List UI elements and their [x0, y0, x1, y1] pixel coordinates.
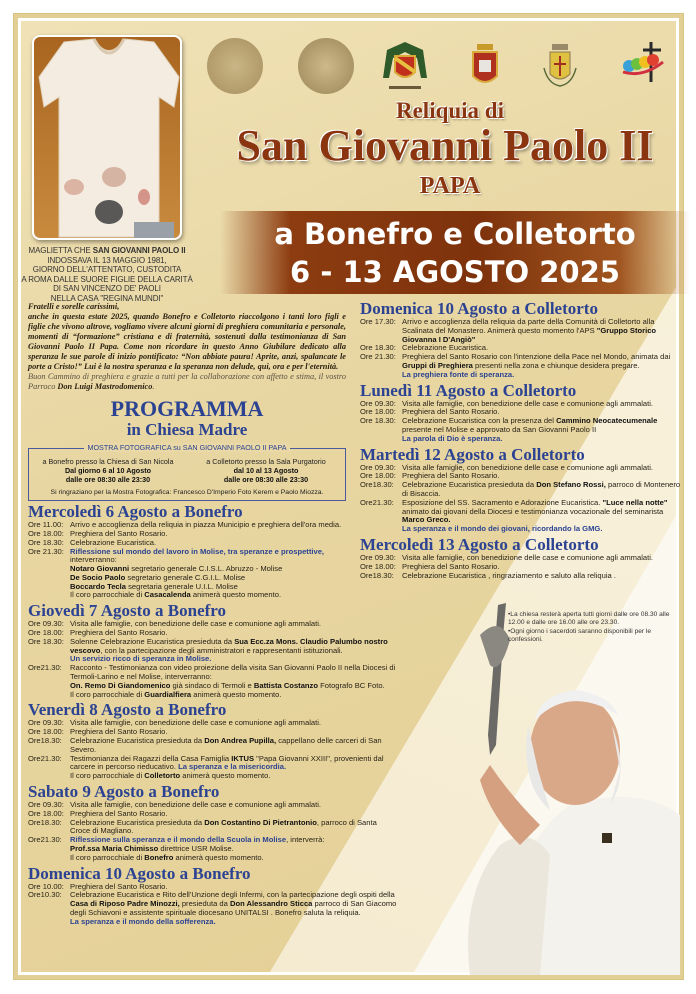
- schedule-text-part: Preghiera del Santo Rosario.: [70, 881, 168, 891]
- schedule-time: Ore 18.00:: [28, 628, 64, 638]
- theme-text: Riflessione sulla speranza e il mondo della Scuola in Molise: [70, 835, 287, 845]
- schedule-time: Ore 11.00:: [28, 520, 64, 530]
- highlight-name: Casacalenda: [144, 590, 191, 600]
- caption-line: INDOSSAVA IL 13 MAGGIO 1981,: [47, 255, 167, 265]
- schedule-text-part: Visita alle famiglie, con benedizione delle case e comunione agli ammalati.: [70, 718, 322, 728]
- schedule-text-part: animato dai giovani della Diocesi e testimonianza vocazionale del seminarista: [402, 506, 664, 516]
- schedule-text: [402, 353, 682, 379]
- day-heading: Domenica 10 Agosto a Bonefro: [28, 863, 251, 883]
- caption-line: A ROMA DALLE SUORE FIGLIE DELLA CARITÀ: [21, 274, 193, 284]
- day-heading: Mercoledì 6 Agosto a Bonefro: [28, 502, 243, 522]
- highlight-name: "Luce nella notte": [602, 497, 668, 507]
- highlight-name: Don Costantino Di Pietrantonio: [204, 817, 317, 827]
- schedule-text-part: "Papa Giovanni XXIII", provenienti dal carcere in percorso rieducativo.: [70, 753, 384, 772]
- signature-text: Buon Cammino di preghiera e grazie a tutti per la collaborazione con affetto e stima, il vostro Parroco: [28, 372, 346, 391]
- schedule-time: Ore21.30:: [28, 835, 62, 845]
- schedule-text-part: Celebrazione Eucaristica.: [70, 537, 157, 547]
- day-heading: Venerdì 8 Agosto a Bonefro: [28, 700, 227, 720]
- comune-bonefro-coat-of-arms: [457, 38, 513, 94]
- schedule-text-part: Celebrazione Eucaristica presieduta da: [402, 480, 537, 490]
- pope-photo: [440, 595, 690, 985]
- schedule-item: [360, 318, 682, 344]
- schedule-item: [360, 417, 682, 443]
- colletorto-schedule: [360, 300, 682, 582]
- schedule-time: Ore18.30:: [28, 817, 62, 827]
- day-section: [360, 382, 682, 444]
- opening-notes: [508, 611, 678, 645]
- schedule-text: [70, 664, 398, 699]
- highlight-name: "Gruppo Storico Giovanna I D'Angiò": [402, 325, 657, 344]
- schedule-text-part: Preghiera del Santo Rosario.: [402, 471, 500, 481]
- schedule-text-part: Preghiera del Santo Rosario con l'intenzione della Pace nel Mondo, animata dai: [402, 352, 671, 362]
- schedule-text-part: Arrivo e accoglienza della reliquia da parte della Comunità di Colletorto alla Scalinata del Monastero. Animerà questo momento l'APS: [402, 317, 655, 335]
- schedule-text: [402, 318, 682, 344]
- day-heading: Martedì 12 Agosto a Colletorto: [360, 444, 585, 464]
- schedule-time: Ore 18.00:: [360, 471, 396, 481]
- photo-caption: [7, 246, 207, 304]
- exhibition-line: dal 10 al 13 Agosto: [233, 466, 299, 476]
- schedule-time: Ore 21.30:: [360, 352, 396, 362]
- day-heading: Lunedì 11 Agosto a Colletorto: [360, 380, 577, 400]
- schedule-text-part: Visita alle famiglie, con benedizione delle case e comunione agli ammalati.: [70, 800, 322, 810]
- schedule-item: [28, 819, 398, 837]
- jubilee-logo: [615, 38, 671, 94]
- parrocchia-bonefro-seal: [207, 38, 263, 94]
- schedule-text-part: Racconto - Testimonianza con video proiezione della visita San Giovanni Paolo II nella Diocesi di Termoli-Larino e nel Molise, interverranno:: [70, 663, 396, 682]
- schedule-item: [360, 499, 682, 534]
- schedule-text: [402, 572, 682, 581]
- schedule-time: Ore 09.30:: [360, 552, 396, 562]
- highlight-name: Cammino Neocatecumenale: [556, 416, 658, 426]
- schedule-text-part: già sindaco di Termoli e: [170, 680, 254, 690]
- schedule-text-part: presenti nella zona e chiunque desidera pregare.: [472, 360, 640, 370]
- exhibition-thanks: Si ringraziano per la Mostra Fotografica: Francesco D'Imperio Foto Kerem e Paolo Miozza.: [50, 488, 324, 496]
- schedule-text-part: Testimonianza dei Ragazzi della Casa Famiglia: [70, 753, 232, 763]
- schedule-time: Ore18.30:: [28, 736, 62, 746]
- programma-heading: [28, 398, 346, 439]
- caption-line: DI SAN VINCENZO DE' PAOLI: [53, 284, 161, 294]
- schedule-text: [70, 548, 354, 601]
- highlight-name: Don Stefano Rossi,: [536, 480, 606, 490]
- schedule-time: Ore 09.30:: [28, 619, 64, 629]
- day-section: [28, 865, 398, 927]
- schedule-time: Ore 09.30:: [360, 398, 396, 408]
- exhibition-colletorto: [189, 457, 344, 485]
- schedule-time: Ore 18.00:: [28, 808, 64, 818]
- schedule-text-part: Il coro parrocchiale di: [70, 852, 145, 862]
- schedule-time: Ore18.30:: [360, 480, 394, 490]
- schedule-text-part: animerà questo momento.: [190, 590, 282, 600]
- schedule-text-part: Visita alle famiglie, con benedizione delle case e comunione agli ammalati.: [70, 619, 322, 629]
- schedule-text-part: Preghiera del Santo Rosario.: [70, 528, 168, 538]
- schedule-text-part: Esposizione del SS. Sacramento e Adorazione Eucaristica.: [402, 497, 603, 507]
- schedule-time: Ore 21.30:: [28, 546, 64, 556]
- note-item: •La chiesa resterà aperta tutti giorni dalle ore 08.30 alle 12.00 e dalle ore 16.00 alle ore 23.30.: [508, 611, 670, 627]
- exhibition-line: a Colletorto presso la Sala Purgatorio: [206, 457, 326, 466]
- exhibition-line: a Bonefro presso la Chiesa di San Nicola: [42, 457, 174, 466]
- exhibition-legend: MOSTRA FOTOGRAFICA su SAN GIOVANNI PAOLO II PAPA: [84, 443, 289, 452]
- schedule-text-part: , parroco di Santa Croce di Magliano.: [70, 817, 377, 836]
- schedule-text-part: Celebrazione Eucaristica presieduta da: [70, 736, 205, 746]
- theme-text: La speranza e la misericordia.: [178, 762, 287, 772]
- schedule-text-part: parroco di San Giacomo degli Schiavoni e assistente spirituale diocesano UNITALSI . Bonefro saluta la reliquia.: [70, 899, 397, 917]
- schedule-text-part: Arrivo e accoglienza della reliquia in piazza Municipio e preghiera dell'ora media.: [70, 520, 342, 530]
- title-places: a Bonefro e Colletorto: [274, 217, 636, 251]
- highlight-name: Gruppi di Preghiera: [402, 360, 473, 370]
- schedule-text-part: Il coro parrocchiale di: [70, 771, 145, 781]
- exhibition-line: dalle ore 08:30 alle 23:30: [65, 475, 151, 485]
- highlight-name: Boccardo Tecla: [70, 581, 126, 591]
- schedule-text: [70, 638, 398, 664]
- schedule-time: Ore21.30:: [360, 497, 394, 507]
- programma-subtitle: in Chiesa Madre: [126, 420, 248, 439]
- day-section: [360, 300, 682, 380]
- highlight-name: Colletorto: [144, 771, 181, 781]
- schedule-text: [70, 755, 398, 781]
- highlight-name: Don Andrea Pupilla,: [204, 736, 277, 746]
- schedule-item: [28, 891, 398, 926]
- day-heading: Giovedì 7 Agosto a Bonefro: [28, 601, 227, 621]
- photo-exhibition-box: [28, 443, 346, 501]
- left-column: [28, 302, 400, 929]
- highlight-name: On. Remo Di Giandomenico: [70, 680, 171, 690]
- intro-letter: [28, 302, 346, 392]
- schedule-text-part: Visita alle famiglie, con benedizione delle case e comunione agli ammalati.: [402, 462, 654, 472]
- schedule-item: [28, 737, 398, 755]
- highlight-name: Notaro Giovanni: [70, 564, 130, 574]
- schedule-text-part: Visita alle famiglie, con benedizione delle case e comunione agli ammalati.: [402, 398, 654, 408]
- note-item: •Ogni giorno i sacerdoti saranno disponibili per le confessioni.: [508, 627, 652, 644]
- schedule-time: Ore 18.00:: [28, 528, 64, 538]
- schedule-item: [360, 572, 682, 581]
- comune-colletorto-coat-of-arms: [532, 38, 588, 94]
- bonefro-schedule: [28, 503, 400, 926]
- schedule-text-part: segretario generale C.I.S.L. Abruzzo - Molise: [129, 564, 283, 574]
- schedule-time: Ore 09.30:: [28, 718, 64, 728]
- highlight-name: Guardialfiera: [144, 689, 192, 699]
- schedule-text-part: interverranno:: [70, 555, 117, 565]
- schedule-time: Ore 18.30:: [28, 636, 64, 646]
- schedule-text-part: parroco di Montenero di Bisaccia.: [402, 480, 681, 498]
- schedule-text-part: Solenne Celebrazione Eucaristica presieduta da: [70, 636, 235, 646]
- schedule-text-part: Preghiera del Santo Rosario.: [402, 561, 500, 571]
- caption-line: GIORNO DELL'ATTENTATO, CUSTODITA: [32, 265, 182, 275]
- schedule-time: Ore18.30:: [360, 570, 394, 580]
- parrocchia-colletorto-seal: [298, 38, 354, 94]
- schedule-time: Ore 09.30:: [28, 800, 64, 810]
- schedule-text-part: animerà questo momento.: [191, 689, 282, 699]
- exhibition-bonefro: [31, 457, 186, 485]
- schedule-item: [28, 836, 398, 862]
- theme-text: La parola di Dio è speranza.: [402, 433, 503, 443]
- schedule-time: Ore 10.00:: [28, 881, 64, 891]
- schedule-time: Ore 18.30:: [360, 416, 396, 426]
- schedule-text-part: presieduta da: [179, 899, 230, 909]
- caption-text: MAGLIETTA CHE: [28, 246, 93, 255]
- schedule-text-part: Celebrazione Eucaristica con la presenza del: [402, 416, 557, 426]
- theme-text: Un servizio ricco di speranza in Molise.: [70, 654, 212, 664]
- highlight-name: Sua Ecc.za Mons. Claudio Palumbo nostro vescovo: [70, 636, 388, 655]
- signature-end: .: [152, 382, 155, 391]
- intro-signature: [28, 372, 346, 392]
- day-section: [28, 602, 398, 699]
- highlight-name: Bonefro: [144, 852, 174, 862]
- day-section: [360, 446, 682, 534]
- schedule-text-part: Celebrazione Eucaristica.: [402, 343, 489, 353]
- day-section: [28, 701, 398, 781]
- caption-line: NELLA CASA "REGINA MUNDI": [50, 293, 164, 303]
- schedule-text-part: Il coro parrocchiale di: [70, 590, 145, 600]
- schedule-text-part: animerà questo momento.: [180, 771, 271, 781]
- schedule-text-part: Celebrazione Eucaristica presieduta da: [70, 817, 205, 827]
- schedule-text-part: Il coro parrocchiale di: [70, 689, 145, 699]
- title-reliquia: Reliquia di: [395, 98, 504, 123]
- schedule-text-part: presente nel Molise e approvato da San Giovanni Paolo II: [402, 424, 597, 434]
- schedule-text-part: Preghiera del Santo Rosario.: [402, 407, 500, 417]
- highlight-name: Casa di Riposo Padre Minozzi,: [70, 899, 180, 909]
- schedule-text-part: Celebrazione Eucaristica e Rito dell'Unzione degli Infermi, con la partecipazione degli ospiti della: [70, 890, 395, 900]
- schedule-text: [402, 499, 682, 534]
- schedule-text: [70, 737, 398, 755]
- schedule-time: Ore10.30:: [28, 890, 62, 900]
- theme-text: La speranza e il mondo dei giovani, ricordando la GMG.: [402, 524, 603, 534]
- schedule-time: Ore 18.00:: [360, 561, 396, 571]
- highlight-name: Marco Greco.: [402, 515, 451, 525]
- highlight-name: Prof.ssa Maria Chimisso: [70, 844, 159, 854]
- day-heading: Sabato 9 Agosto a Bonefro: [28, 782, 220, 802]
- schedule-text-part: segretario generale C.G.I.L. Molise: [125, 572, 246, 582]
- schedule-time: Ore 09.30:: [360, 462, 396, 472]
- highlight-name: Battista Costanzo: [253, 680, 318, 690]
- day-section: [360, 536, 682, 580]
- exhibition-line: dalle ore 08:30 alle 23:30: [223, 475, 309, 485]
- schedule-text-part: Celebrazione Eucaristica , ringraziamento e saluto alla reliquia .: [402, 570, 617, 580]
- caption-bold: SAN GIOVANNI PAOLO II: [92, 246, 186, 255]
- title-band: [220, 211, 690, 294]
- schedule-item: [360, 481, 682, 499]
- schedule-time: Ore 18.30:: [360, 343, 396, 353]
- day-section: [28, 503, 354, 600]
- schedule-time: Ore21.30:: [28, 663, 62, 673]
- theme-text: La speranza e il mondo della sofferenza.: [70, 916, 216, 926]
- schedule-text: [402, 417, 682, 443]
- schedule-time: Ore 18.00:: [360, 407, 396, 417]
- schedule-text-part: Visita alle famiglie, con benedizione delle case e comunione agli ammalati.: [402, 552, 654, 562]
- schedule-item: [28, 755, 398, 781]
- schedule-time: Ore21.30:: [28, 753, 62, 763]
- schedule-text: [70, 819, 398, 837]
- theme-text: Riflessione sul mondo del lavoro in Molise, tra speranze e prospettive,: [70, 546, 325, 556]
- highlight-name: Don Alessandro Sticca: [229, 899, 313, 909]
- highlight-name: IKTUS: [231, 753, 255, 763]
- title-saint-name: San Giovanni Paolo II: [236, 121, 654, 170]
- relic-shirt-photo: [32, 35, 182, 240]
- schedule-text: [70, 891, 398, 926]
- day-heading: Mercoledì 13 Agosto a Colletorto: [360, 534, 599, 554]
- schedule-text-part: cappellano delle carceri di San Severo.: [70, 736, 382, 754]
- schedule-text: [402, 481, 682, 499]
- intro-greeting: Fratelli e sorelle carissimi,: [28, 302, 120, 311]
- schedule-text-part: Fotografo BC Foto.: [318, 680, 385, 690]
- schedule-time: Ore 18.30:: [28, 537, 64, 547]
- intro-body: anche in questa estate 2025, quando Bonefro e Colletorto riaccolgono i tanti loro figli e figlie che vivono altrove, vogliamo vivere alcuni giorni di preghiera comunitaria e personale, momenti di “formazione” cristiana e di fraternità, sostenuti dalla testimonianza di San Giovanni Paolo II Papa. Come non ricordare in questo Anno Giubilare dedicato alla speranza le sue parole di inizio pontificato: “Non abbiate paura! Aprite, anzi, spalancate le porte a Cristo!” Lui è la nostra speranza e la speranza non delude, qui, ora e per l'eternità.: [28, 312, 346, 371]
- schedule-text-part: Preghiera del Santo Rosario.: [70, 628, 168, 638]
- schedule-text-part: , interverrà:: [286, 835, 325, 845]
- schedule-text: [70, 836, 398, 862]
- schedule-time: Ore 17.30:: [360, 317, 396, 326]
- signer-name: Don Luigi Mastrodomenico: [57, 382, 153, 391]
- schedule-text-part: segretaria generale U.I.L. Molise: [126, 581, 238, 591]
- title-papa: PAPA: [419, 173, 481, 199]
- schedule-text-part: animerà questo momento.: [173, 852, 264, 862]
- schedule-item: [28, 664, 398, 699]
- programma-title: PROGRAMMA: [110, 396, 264, 421]
- schedule-text-part: Preghiera del Santo Rosario.: [70, 808, 168, 818]
- schedule-text-part: direttrice USR Molise.: [158, 844, 234, 854]
- schedule-item: [28, 638, 398, 664]
- schedule-item: [28, 548, 354, 601]
- day-heading: Domenica 10 Agosto a Colletorto: [360, 299, 598, 318]
- day-section: [28, 783, 398, 863]
- exhibition-line: Dal giorno 6 al 10 Agosto: [64, 466, 151, 476]
- title-dates: 6 - 13 AGOSTO 2025: [290, 255, 620, 289]
- theme-text: La preghiera fonte di speranza.: [402, 369, 515, 379]
- schedule-text-part: Preghiera del Santo Rosario.: [70, 727, 168, 737]
- highlight-name: De Socio Paolo: [70, 572, 126, 582]
- schedule-item: [360, 353, 682, 379]
- schedule-time: Ore 18.00:: [28, 727, 64, 737]
- diocese-coat-of-arms: [377, 38, 433, 94]
- schedule-text-part: , con la partecipazione degli amministratori e rappresentanti istituzionali.: [100, 645, 343, 655]
